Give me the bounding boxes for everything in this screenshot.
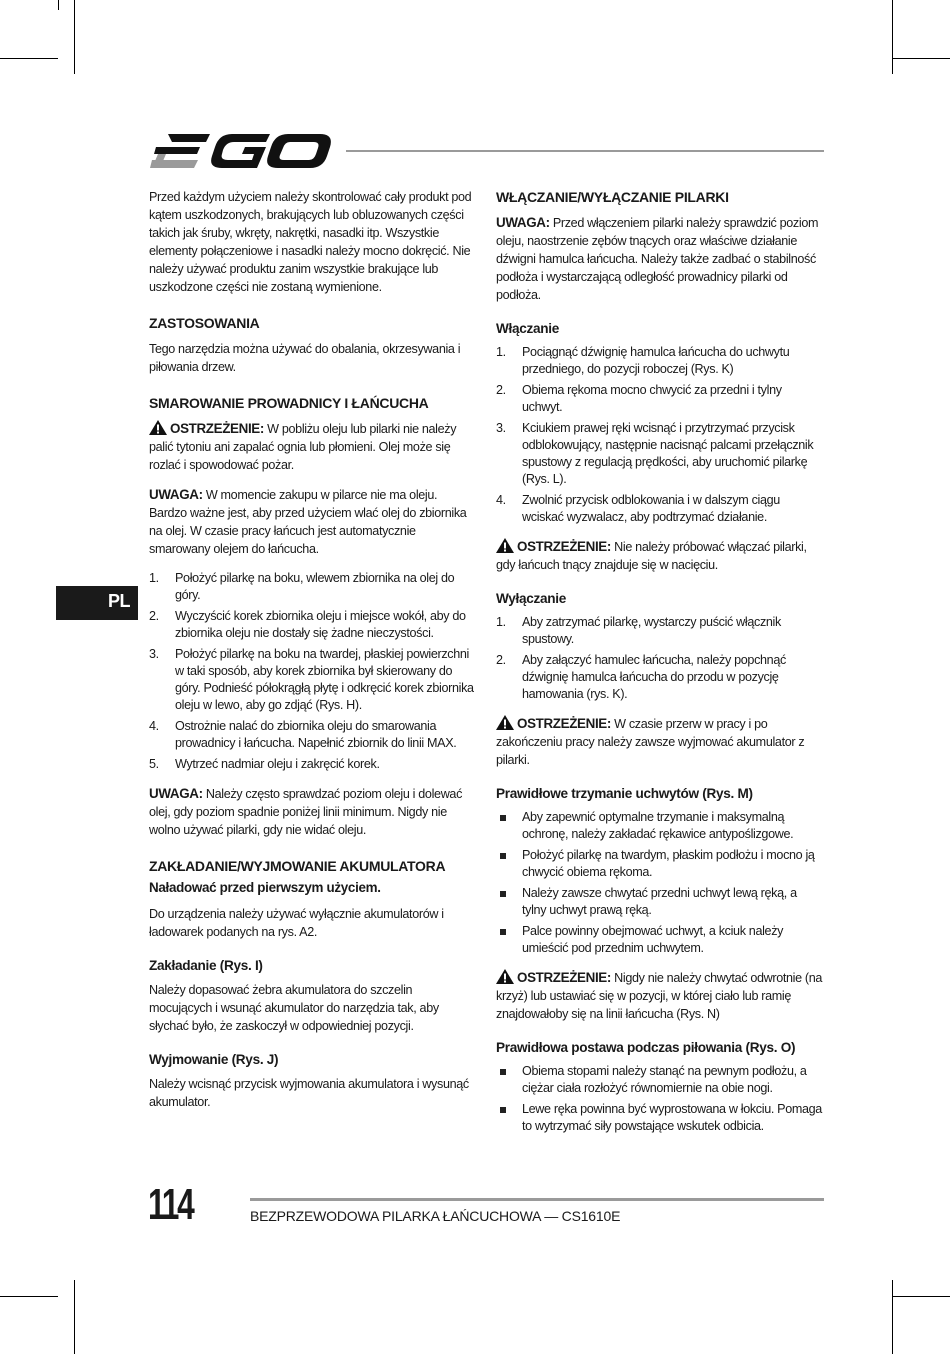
step-text: Położyć pilarkę na boku, wlewem zbiornika na olej do góry. — [175, 571, 455, 602]
language-tab — [56, 586, 138, 620]
step-text: Aby załączyć hamulec łańcucha, należy popchnąć dźwignię hamulca łańcucha do przodu w pozycję hamowania (rys. K). — [522, 653, 786, 701]
warning-label: OSTRZEŻENIE: — [517, 716, 612, 731]
stance-bullet-list — [496, 1063, 824, 1135]
subsection-heading-wylaczanie: Wyłączanie — [496, 591, 567, 606]
step-text: Położyć pilarkę na boku na twardej, płaskiej powierzchni w taki sposób, aby korek zbiornika był skierowany do góry. Podnieść półokrągłą płytę i odkręcić korek zbiornika oleju w lewo, aby go zdjąć (Rys. H). — [175, 647, 474, 712]
footer-title: BEZPRZEWODOWA PILARKA ŁAŃCUCHOWA — CS1610E — [250, 1208, 621, 1224]
grip-bullet-list — [496, 809, 824, 957]
bullet-square-icon — [500, 1107, 506, 1113]
note-label: UWAGA: — [149, 786, 203, 801]
note-paragraph — [149, 486, 477, 558]
warning-paragraph — [149, 420, 477, 474]
step-text: Wytrzeć nadmiar oleju i zakręcić korek. — [175, 757, 380, 771]
note-label: UWAGA: — [496, 215, 550, 230]
list-item — [496, 1101, 824, 1135]
note-paragraph — [496, 214, 824, 304]
list-item — [149, 570, 477, 604]
list-item — [496, 652, 824, 703]
subsection-heading-wyjmowanie: Wyjmowanie (Rys. J) — [149, 1052, 279, 1067]
step-number: 1. — [496, 345, 506, 359]
crop-mark — [892, 58, 950, 59]
right-column — [496, 188, 824, 1147]
list-item — [149, 756, 477, 773]
warning-paragraph — [496, 969, 824, 1023]
warning-text: Nie należy próbować włączać pilarki, gdy łańcuch tnący znajduje się w nacięciu. — [496, 540, 807, 572]
note-paragraph — [149, 785, 477, 839]
crop-mark — [74, 1280, 75, 1354]
left-column — [149, 188, 477, 1123]
footer-rule — [250, 1198, 824, 1201]
list-item — [149, 646, 477, 714]
warning-label: OSTRZEŻENIE: — [517, 539, 612, 554]
warning-text: W pobliżu oleju lub pilarki nie należy palić tytoniu ani zapalać ognia lub płomieni. Olej może się rozlać i spowodować pożar. — [149, 422, 457, 472]
list-item — [496, 847, 824, 881]
note-text: W momencie zakupu w pilarce nie ma oleju. Bardzo ważne jest, aby przed użyciem wlać olej do zbiornika na olej. W czasie pracy łańcuch jest automatycznie smarowany olejem do łańcucha. — [149, 488, 467, 556]
bullet-square-icon — [500, 1069, 506, 1075]
section-subheading: Naładować przed pierwszym użyciem. — [149, 880, 381, 895]
crop-mark — [58, 0, 59, 10]
subsection-heading-trzymanie: Prawidłowe trzymanie uchwytów (Rys. M) — [496, 786, 753, 801]
zakladanie-text: Należy dopasować żebra akumulatora do szczelin mocujących i wsunąć akumulator do narzędzia tak, aby słychać było, że zaskoczył w odpowiedniej pozycji. — [149, 983, 439, 1033]
crop-mark — [892, 0, 893, 74]
step-text: Wyczyścić korek zbiornika oleju i miejsce wokół, aby do zbiornika oleju nie dostały się żadne nieczystości. — [175, 609, 466, 640]
section-heading-akumulator: ZAKŁADANIE/WYJMOWANIE AKUMULATORA — [149, 858, 446, 874]
bullet-text: Położyć pilarkę na twardym, płaskim podłożu i mocno ją chwycić obiema rękoma. — [522, 848, 815, 879]
bullet-text: Obiema stopami należy stanąć na pewnym podłożu, a ciężar ciała rozłożyć równomiernie na obie nogi. — [522, 1064, 807, 1095]
warning-text: Nigdy nie należy chwytać odwrotnie (na krzyż) lub ustawiać się w pozycji, w której ciało lub ramię znajdowałoby się na linii łańcucha (Rys. N) — [496, 971, 823, 1021]
subsection-heading-zakladanie: Zakładanie (Rys. I) — [149, 958, 263, 973]
warning-text: W czasie przerw w pracy i po zakończeniu pracy należy zawsze wyjmować akumulator z pilarki. — [496, 717, 805, 767]
note-text: Należy często sprawdzać poziom oleju i dolewać olej, gdy poziom spadnie poniżej linii minimum. Nigdy nie wolno używać pilarki, gdy nie widać oleju. — [149, 787, 463, 837]
step-number: 2. — [496, 653, 506, 667]
step-text: Obiema rękoma mocno chwycić za przedni i tylny uchwyt. — [522, 383, 782, 414]
list-item — [496, 420, 824, 488]
note-label: UWAGA: — [149, 487, 203, 502]
step-text: Aby zatrzymać pilarkę, wystarczy puścić włącznik spustowy. — [522, 615, 781, 646]
warning-triangle-icon — [496, 969, 514, 984]
list-item — [496, 809, 824, 843]
bullet-square-icon — [500, 891, 506, 897]
bullet-text: Aby zapewnić optymalne trzymanie i maksymalną ochronę, należy zakładać rękawice antypoślizgowe. — [522, 810, 794, 841]
step-number: 1. — [496, 615, 506, 629]
list-item — [496, 923, 824, 957]
subsection-heading-wlaczanie: Włączanie — [496, 321, 560, 336]
header-rule — [346, 150, 824, 152]
step-number: 4. — [149, 719, 159, 733]
step-number: 2. — [149, 609, 159, 623]
list-item — [496, 382, 824, 416]
bullet-square-icon — [500, 853, 506, 859]
step-number: 4. — [496, 493, 506, 507]
wyjmowanie-text: Należy wcisnąć przycisk wyjmowania akumulatora i wysunąć akumulator. — [149, 1077, 469, 1109]
crop-mark — [0, 58, 58, 59]
ego-logo — [148, 132, 332, 170]
step-text: Pociągnąć dźwignię hamulca łańcucha do uchwytu przedniego, do pozycji roboczej (Rys. K) — [522, 345, 790, 376]
crop-mark — [0, 1296, 58, 1297]
warning-triangle-icon — [149, 420, 167, 435]
language-tab-label: PL — [107, 591, 130, 611]
note-text: Przed włączeniem pilarki należy sprawdzić poziom oleju, naostrzenie zębów tnących oraz właściwe działanie dźwigni hamulca łańcucha. Należy także zadbać o stabilność podłoża i wystarczającą odległość prowadnicy pilarki od podłoża. — [496, 216, 819, 302]
list-item — [496, 344, 824, 378]
list-item — [496, 1063, 824, 1097]
section-heading-zastosowania: ZASTOSOWANIA — [149, 315, 260, 331]
warning-label: OSTRZEŻENIE: — [170, 421, 265, 436]
section-heading-smarowanie: SMAROWANIE PROWADNICY I ŁAŃCUCHA — [149, 395, 429, 411]
zastosowania-text: Tego narzędzia można używać do obalania, okrzesywania i piłowania drzew. — [149, 342, 461, 374]
oil-steps-list — [149, 570, 477, 773]
list-item — [496, 492, 824, 526]
list-item — [496, 885, 824, 919]
crop-mark — [892, 1296, 950, 1297]
warning-triangle-icon — [496, 715, 514, 730]
warning-triangle-icon — [496, 538, 514, 553]
warning-paragraph — [496, 715, 824, 769]
akumulator-text: Do urządzenia należy używać wyłącznie akumulatorów i ładowarek podanych na rys. A2. — [149, 907, 444, 939]
warning-paragraph — [496, 538, 824, 574]
list-item — [149, 718, 477, 752]
step-number: 3. — [149, 647, 159, 661]
warning-label: OSTRZEŻENIE: — [517, 970, 612, 985]
step-text: Zwolnić przycisk odblokowania i w dalszym ciągu wciskać wyzwalacz, aby podtrzymać działanie. — [522, 493, 780, 524]
step-text: Kciukiem prawej ręki wcisnąć i przytrzymać przycisk odblokowujący, następnie nacisnąć palcami przełącznik spustowy z regulacją prędkości, aby uruchomić pilarkę (Rys. L). — [522, 421, 814, 486]
step-text: Ostrożnie nalać do zbiornika oleju do smarowania prowadnicy i łańcucha. Napełnić zbiornik do linii MAX. — [175, 719, 457, 750]
page-number: 114 — [148, 1180, 193, 1229]
start-steps-list — [496, 344, 824, 526]
step-number: 5. — [149, 757, 159, 771]
crop-mark — [892, 1280, 893, 1354]
bullet-text: Lewe ręka powinna być wyprostowana w łokciu. Pomaga to wytrzymać siły powstające wskutek odbicia. — [522, 1102, 822, 1133]
bullet-text: Należy zawsze chwytać przedni uchwyt lewą ręką, a tylny uchwyt prawą ręką. — [522, 886, 797, 917]
list-item — [496, 614, 824, 648]
step-number: 2. — [496, 383, 506, 397]
bullet-square-icon — [500, 815, 506, 821]
step-number: 1. — [149, 571, 159, 585]
bullet-text: Palce powinny obejmować uchwyt, a kciuk należy umieścić pod przednim uchwytem. — [522, 924, 784, 955]
stop-steps-list — [496, 614, 824, 703]
section-heading-wlaczanie-wylaczanie: WŁĄCZANIE/WYŁĄCZANIE PILARKI — [496, 189, 729, 205]
crop-mark — [74, 0, 75, 74]
list-item — [149, 608, 477, 642]
step-number: 3. — [496, 421, 506, 435]
subsection-heading-postawa: Prawidłowa postawa podczas piłowania (Rys. O) — [496, 1040, 796, 1055]
bullet-square-icon — [500, 929, 506, 935]
intro-paragraph: Przed każdym użyciem należy skontrolować cały produkt pod kątem uszkodzonych, brakujących lub obluzowanych części takich jak śruby, wkręty, nakrętki, nasadki itp. Wszystkie elementy połączeniowe i nasadki należy mocno dokręcić. Nie należy używać produktu zanim wszystkie brakujące lub uszkodzone części nie zostaną wymienione. — [149, 190, 472, 294]
